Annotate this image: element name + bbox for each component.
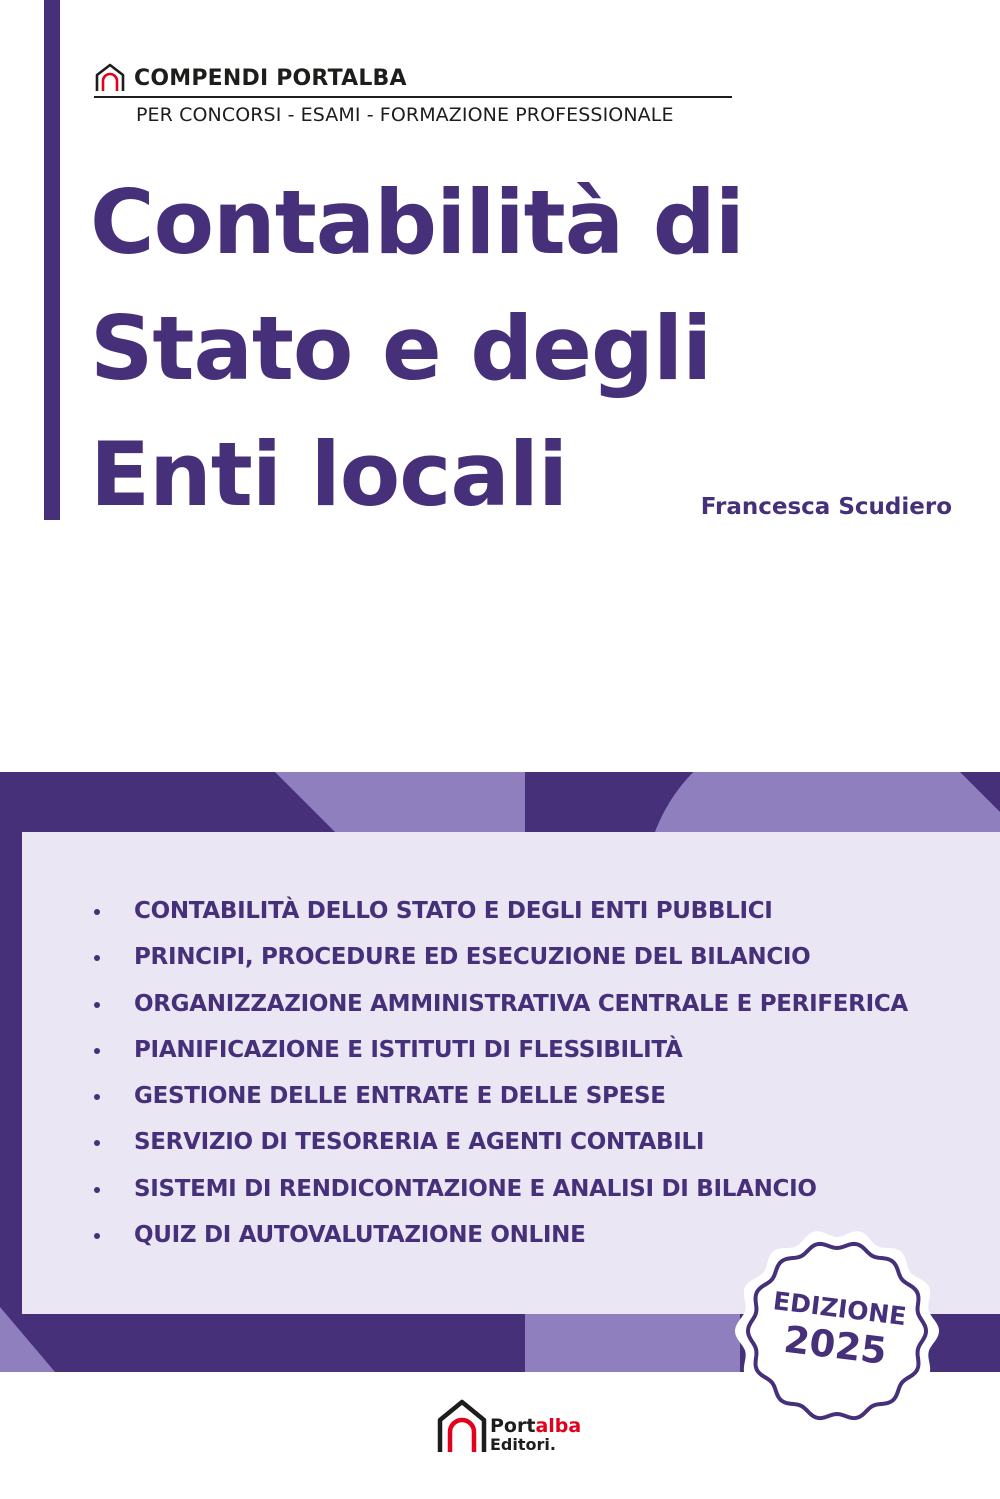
topic-item: CONTABILITÀ DELLO STATO E DEGLI ENTI PUBBLICI	[82, 888, 922, 934]
publisher-subname: Editori.	[490, 1435, 556, 1454]
topics-list	[82, 888, 922, 1258]
topic-item: PRINCIPI, PROCEDURE ED ESECUZIONE DEL BILANCIO	[82, 934, 922, 980]
topic-item: QUIZ DI AUTOVALUTAZIONE ONLINE	[82, 1212, 922, 1258]
edition-year: 2025	[781, 1317, 889, 1374]
topic-item: PIANIFICAZIONE E ISTITUTI DI FLESSIBILITÀ	[82, 1027, 922, 1073]
series-subtitle: PER CONCORSI - ESAMI - FORMAZIONE PROFESSIONALE	[136, 104, 674, 126]
series-header	[94, 62, 732, 126]
cover-vertical-bar	[44, 0, 60, 520]
topic-item: SERVIZIO DI TESORERIA E AGENTI CONTABILI	[82, 1119, 922, 1165]
topic-item: GESTIONE DELLE ENTRATE E DELLE SPESE	[82, 1073, 922, 1119]
publisher-name-part2: alba	[535, 1415, 582, 1437]
series-title: COMPENDI PORTALBA	[134, 65, 407, 91]
house-arch-icon	[94, 62, 126, 94]
book-title	[90, 160, 810, 538]
house-arch-icon	[436, 1398, 488, 1456]
title-line-1: Contabilità di	[90, 171, 744, 274]
publisher-name-part1: Port	[490, 1415, 536, 1437]
publisher-name	[490, 1416, 581, 1436]
edition-label: EDIZIONE	[771, 1286, 908, 1332]
title-line-3: Enti locali	[90, 423, 568, 526]
author-name: Francesca Scudiero	[700, 494, 952, 520]
edition-seal	[734, 1228, 940, 1434]
topic-item: ORGANIZZAZIONE AMMINISTRATIVA CENTRALE E PERIFERICA	[82, 981, 922, 1027]
publisher-logo	[436, 1398, 581, 1456]
topic-item: SISTEMI DI RENDICONTAZIONE E ANALISI DI BILANCIO	[82, 1166, 922, 1212]
title-line-2: Stato e degli	[90, 297, 712, 400]
series-divider	[94, 96, 732, 98]
